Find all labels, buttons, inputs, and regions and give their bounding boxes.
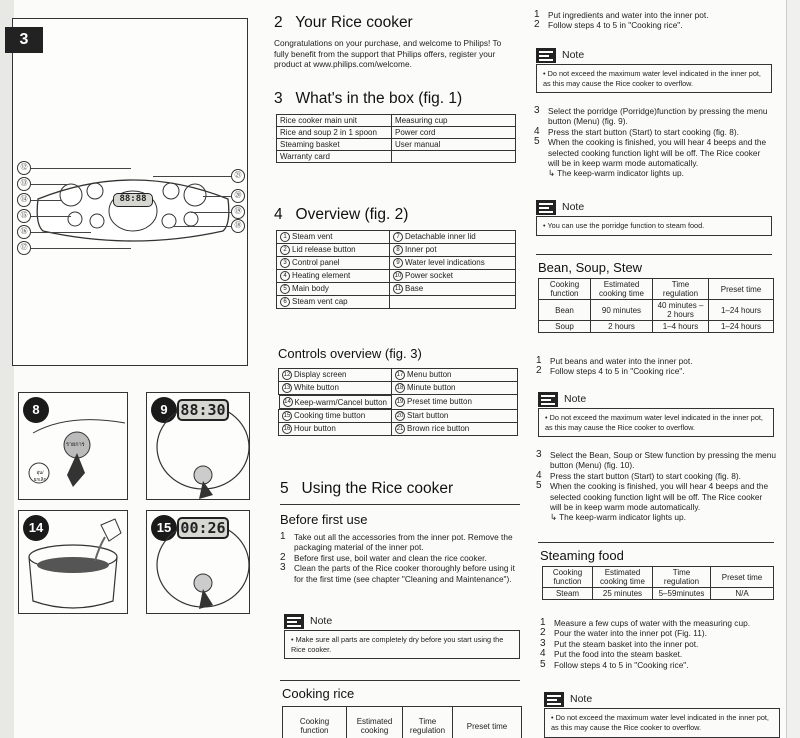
- list-item: 1 Take out all the accessories from the inner pot. Remove the packaging material of the inner pot.: [280, 531, 513, 553]
- control-number: 20: [396, 413, 404, 419]
- table-cell: [392, 423, 518, 436]
- steaming-steps: [540, 618, 780, 670]
- table-header: Preset time: [453, 707, 522, 738]
- table-cell: [277, 231, 390, 244]
- part-number: 5: [280, 284, 290, 294]
- table-cell: [277, 270, 390, 283]
- leader-line: [203, 196, 231, 197]
- leader-line: [191, 212, 231, 213]
- table-row: [279, 410, 518, 423]
- figure-9: [146, 392, 250, 500]
- table-cell: 5–59minutes: [653, 588, 711, 600]
- leader-line: [31, 184, 67, 185]
- note-water-level-3: [544, 690, 780, 738]
- figure-3-label: 3: [5, 27, 43, 53]
- keep-warm-label: อุ่น/ยกเลิก: [33, 470, 47, 482]
- list-item: 2 Before first use, boil water and clean the rice cooker.: [280, 551, 487, 563]
- table-cell: N/A: [711, 588, 774, 600]
- table-cell: User manual: [392, 139, 516, 151]
- table-cell: Rice cooker main unit: [277, 115, 392, 127]
- page-right-edge: [786, 0, 800, 738]
- section-2-title: 2 Your Rice cooker: [274, 14, 413, 31]
- figure-9-display: 88:30: [177, 399, 229, 421]
- control-number: 13: [283, 385, 291, 391]
- cooking-rice-title: Cooking rice: [282, 686, 355, 701]
- control-number: 14: [284, 399, 291, 405]
- list-item: 1 Put beans and water into the inner pot.: [536, 355, 693, 366]
- table-row: [277, 115, 516, 127]
- part-name: Heating element: [292, 271, 351, 281]
- pot-pouring-drawing: [19, 511, 127, 613]
- table-cell: Steaming basket: [277, 139, 392, 151]
- callout-18: ⑱: [231, 219, 245, 233]
- part-name: Base: [405, 284, 424, 294]
- list-item: 5 When the cooking is finished, you will hear 4 beeps and the selected cooking function light will be off. The Rice cooker will be in keep warm mode automatically.: [534, 136, 767, 169]
- table-cell: [279, 410, 392, 423]
- figure-14: [18, 510, 128, 614]
- leader-line: [31, 168, 131, 169]
- table-header: Time regulation: [653, 279, 709, 300]
- table-cell: [279, 382, 392, 395]
- overview-table: [276, 230, 516, 309]
- table-cell: [392, 410, 518, 423]
- figure-15-badge: 15: [151, 515, 177, 541]
- before-first-use-steps: [280, 532, 522, 584]
- control-name: Brown rice button: [407, 424, 470, 434]
- part-name: Main body: [292, 284, 329, 294]
- table-header: Cooking function: [539, 279, 591, 300]
- callout-13: ⑬: [17, 177, 31, 191]
- controls-overview-table: [278, 368, 518, 436]
- list-item: ↳ The keep-warm indicator lights up.: [548, 168, 684, 179]
- note-text: • Make sure all parts are completely dry before you start using the Rice cooker.: [284, 630, 520, 659]
- note-icon: [538, 392, 558, 407]
- note-water-level-2: [538, 390, 774, 437]
- table-cell: [390, 270, 516, 283]
- control-name: Preset time button: [407, 397, 472, 407]
- list-item: 3 Put the steam basket into the inner pot.: [540, 637, 699, 649]
- table-header: Preset time: [709, 279, 774, 300]
- table-cell: 25 minutes: [593, 588, 653, 600]
- callout-21: ㉑: [231, 169, 245, 183]
- note-water-level-1: [536, 46, 772, 93]
- list-item: 3 Select the Bean, Soup or Stew function by pressing the menu button (Menu) (fig. 10).: [536, 449, 776, 471]
- note-icon: [536, 48, 556, 63]
- part-number: 11: [394, 286, 402, 292]
- note-text: • Do not exceed the maximum water level indicated in the inner pot, as this may cause the Rice cooker to overflow.: [536, 64, 772, 93]
- bean-prep-steps: [536, 356, 776, 377]
- part-number: 2: [280, 245, 290, 255]
- table-header: Cooking function: [543, 567, 593, 588]
- note-text: • Do not exceed the maximum water level indicated in the inner pot, as this may cause the Rice cooker to overflow.: [538, 408, 774, 437]
- table-cell: [277, 244, 390, 257]
- part-name: Steam vent: [292, 232, 333, 242]
- note-title: Note: [562, 201, 585, 213]
- table-cell: [279, 395, 392, 409]
- table-row: [543, 567, 774, 588]
- table-row: [539, 279, 774, 300]
- table-cell: Bean: [539, 300, 591, 321]
- table-row: [539, 300, 774, 321]
- figure-14-badge: 14: [23, 515, 49, 541]
- table-header: Time regulation: [403, 707, 453, 738]
- porridge-prep-steps: [534, 10, 774, 31]
- list-item: 4 Press the start button (Start) to start cooking (fig. 8).: [534, 125, 739, 137]
- table-cell: [277, 296, 390, 309]
- table-cell: Soup: [539, 321, 591, 333]
- display-screen: 88:88: [113, 193, 153, 207]
- part-number: 3: [280, 258, 290, 268]
- table-row: [277, 231, 516, 244]
- table-cell: 1–4 hours: [653, 321, 709, 333]
- table-cell: [390, 231, 516, 244]
- table-row: [277, 151, 516, 163]
- cooking-rice-table: [282, 706, 522, 738]
- part-number: 10: [394, 273, 402, 279]
- control-name: Minute button: [407, 383, 456, 393]
- section-4-title: 4 Overview (fig. 2): [274, 206, 409, 223]
- table-cell: [392, 151, 516, 163]
- list-item: 4 Put the food into the steam basket.: [540, 648, 683, 660]
- table-row: [279, 382, 518, 395]
- control-name: Menu button: [407, 370, 452, 380]
- note-icon: [544, 692, 564, 707]
- part-number: 6: [280, 297, 290, 307]
- bean-soup-stew-title: Bean, Soup, Stew: [538, 260, 643, 275]
- table-cell: [390, 296, 516, 309]
- porridge-steps: [534, 106, 774, 179]
- figure-15: [146, 510, 250, 614]
- menu-button-label: รายการ: [66, 442, 85, 448]
- control-name: White button: [294, 383, 339, 393]
- list-item: 5 When the cooking is finished, you will hear 4 beeps and the selected cooking function light will be off. The Rice cooker will be in keep warm mode automatically.: [536, 480, 769, 513]
- table-cell: 1–24 hours: [709, 321, 774, 333]
- divider: [536, 254, 772, 255]
- table-header: Estimated cooking time: [591, 279, 653, 300]
- table-row: [283, 707, 522, 738]
- list-item: 3 Select the porridge (Porridge)function by pressing the menu button (Menu) (fig. 9).: [534, 105, 768, 127]
- steaming-food-table: [542, 566, 774, 600]
- bean-cook-steps: [536, 450, 776, 523]
- table-cell: 1–24 hours: [709, 300, 774, 321]
- list-item: ↳ The keep-warm indicator lights up.: [550, 512, 686, 523]
- table-cell: [279, 423, 392, 436]
- table-row: [277, 283, 516, 296]
- part-name: Power socket: [405, 271, 454, 281]
- table-row: [277, 270, 516, 283]
- table-cell: [390, 257, 516, 270]
- control-name: Hour button: [294, 424, 336, 434]
- leader-line: [31, 216, 71, 217]
- leader-line: [173, 226, 231, 227]
- part-name: Water level indications: [405, 258, 485, 268]
- table-row: [543, 588, 774, 600]
- part-number: 9: [393, 258, 403, 268]
- part-number: 8: [393, 245, 403, 255]
- control-name: Keep-warm/Cancel button: [294, 397, 387, 407]
- note-title: Note: [564, 393, 587, 405]
- table-row: [539, 321, 774, 333]
- box-contents-table: [276, 114, 516, 163]
- table-cell: Steam: [543, 588, 593, 600]
- table-cell: [392, 382, 518, 395]
- control-number: 21: [396, 426, 404, 432]
- leader-line: [153, 176, 231, 177]
- control-panel-drawing: [33, 169, 233, 249]
- table-cell: [277, 257, 390, 270]
- figure-3: [12, 18, 248, 366]
- list-item: 1 Put ingredients and water into the inner pot.: [534, 9, 709, 20]
- table-cell: 90 minutes: [591, 300, 653, 321]
- section-3-title: 3 What's in the box (fig. 1): [274, 90, 463, 107]
- leader-line: [31, 248, 131, 249]
- note-title: Note: [562, 49, 585, 61]
- table-row: [279, 369, 518, 382]
- part-name: Control panel: [292, 258, 340, 268]
- note-text: • You can use the porridge function to steam food.: [536, 216, 772, 236]
- table-cell: Warranty card: [277, 151, 392, 163]
- section-2-intro: Congratulations on your purchase, and welcome to Philips! To fully benefit from the support that Philips offers, register your product at www.philips.com/welcome.: [274, 38, 502, 69]
- control-number: 16: [283, 426, 291, 432]
- table-cell: [392, 369, 518, 382]
- figure-15-display: 00:26: [177, 517, 229, 539]
- part-name: Inner pot: [405, 245, 437, 255]
- control-number: 17: [396, 372, 404, 378]
- part-name: Detachable inner lid: [405, 232, 476, 242]
- list-item: 3 Clean the parts of the Rice cooker thoroughly before using it for the first time (see chapter "Cleaning and Maintenance").: [280, 562, 515, 584]
- part-number: 4: [280, 271, 290, 281]
- table-row: [277, 139, 516, 151]
- table-header: Estimated cooking time: [593, 567, 653, 588]
- note-icon: [284, 614, 304, 629]
- note-icon: [536, 200, 556, 215]
- table-cell: Rice and soup 2 in 1 spoon: [277, 127, 392, 139]
- divider: [280, 680, 520, 681]
- controls-overview-title: Controls overview (fig. 3): [278, 346, 422, 361]
- figure-8-badge: 8: [23, 397, 49, 423]
- list-item: 1 Measure a few cups of water with the measuring cup.: [540, 617, 750, 628]
- control-number: 12: [283, 372, 291, 378]
- note-title: Note: [570, 693, 593, 705]
- list-item: 2 Pour the water into the inner pot (Fig. 11).: [540, 627, 707, 639]
- table-cell: [279, 369, 392, 382]
- table-cell: Measuring cup: [392, 115, 516, 127]
- part-number: 1: [280, 232, 290, 242]
- list-item: 2 Follow steps 4 to 5 in "Cooking rice".: [536, 365, 685, 377]
- divider: [538, 542, 774, 543]
- list-item: 2 Follow steps 4 to 5 in "Cooking rice".: [534, 19, 683, 31]
- control-name: Display screen: [294, 370, 347, 380]
- table-cell: Power cord: [392, 127, 516, 139]
- list-item: 5 Follow steps 4 to 5 in "Cooking rice".: [540, 658, 689, 670]
- callout-17: ⑰: [17, 241, 31, 255]
- divider: [280, 504, 520, 505]
- callout-20: ⑳: [231, 189, 245, 203]
- note-porridge: [536, 198, 772, 236]
- table-cell: [390, 244, 516, 257]
- note-text: • Do not exceed the maximum water level indicated in the inner pot, as this may cause the Rice cooker to overflow.: [544, 708, 780, 738]
- table-header: Cooking function: [283, 707, 347, 738]
- table-cell: [392, 395, 518, 410]
- control-name: Start button: [407, 411, 449, 421]
- table-header: Estimated cooking: [347, 707, 403, 738]
- part-number: 7: [393, 232, 403, 242]
- table-row: [279, 395, 518, 410]
- table-cell: [390, 283, 516, 296]
- table-cell: [277, 283, 390, 296]
- control-number: 19: [396, 399, 404, 405]
- table-row: [279, 423, 518, 436]
- section-5-title: 5 Using the Rice cooker: [280, 480, 454, 497]
- callout-14: ⑭: [17, 193, 31, 207]
- table-header: Preset time: [711, 567, 774, 588]
- note-dry-parts: [284, 612, 520, 659]
- callout-12: ⑫: [17, 161, 31, 175]
- callout-19: ⑲: [231, 205, 245, 219]
- steaming-food-title: Steaming food: [540, 548, 624, 563]
- figure-9-badge: 9: [151, 397, 177, 423]
- figure-8: [18, 392, 128, 500]
- part-name: Steam vent cap: [292, 297, 348, 307]
- control-number: 15: [283, 413, 291, 419]
- list-item: 4 Press the start button (Start) to start cooking (fig. 8).: [536, 469, 741, 481]
- leader-line: [31, 200, 61, 201]
- note-title: Note: [310, 615, 333, 627]
- callout-16: ⑯: [17, 225, 31, 239]
- control-number: 18: [396, 385, 404, 391]
- callout-15: ⑮: [17, 209, 31, 223]
- part-name: Lid release button: [292, 245, 356, 255]
- table-header: Time regulation: [653, 567, 711, 588]
- table-row: [277, 296, 516, 309]
- table-cell: 2 hours: [591, 321, 653, 333]
- leader-line: [31, 232, 91, 233]
- table-cell: 40 minutes –2 hours: [653, 300, 709, 321]
- bean-soup-stew-table: [538, 278, 774, 333]
- table-row: [277, 244, 516, 257]
- table-row: [277, 257, 516, 270]
- control-name: Cooking time button: [294, 411, 366, 421]
- before-first-use-title: Before first use: [280, 512, 368, 527]
- table-row: [277, 127, 516, 139]
